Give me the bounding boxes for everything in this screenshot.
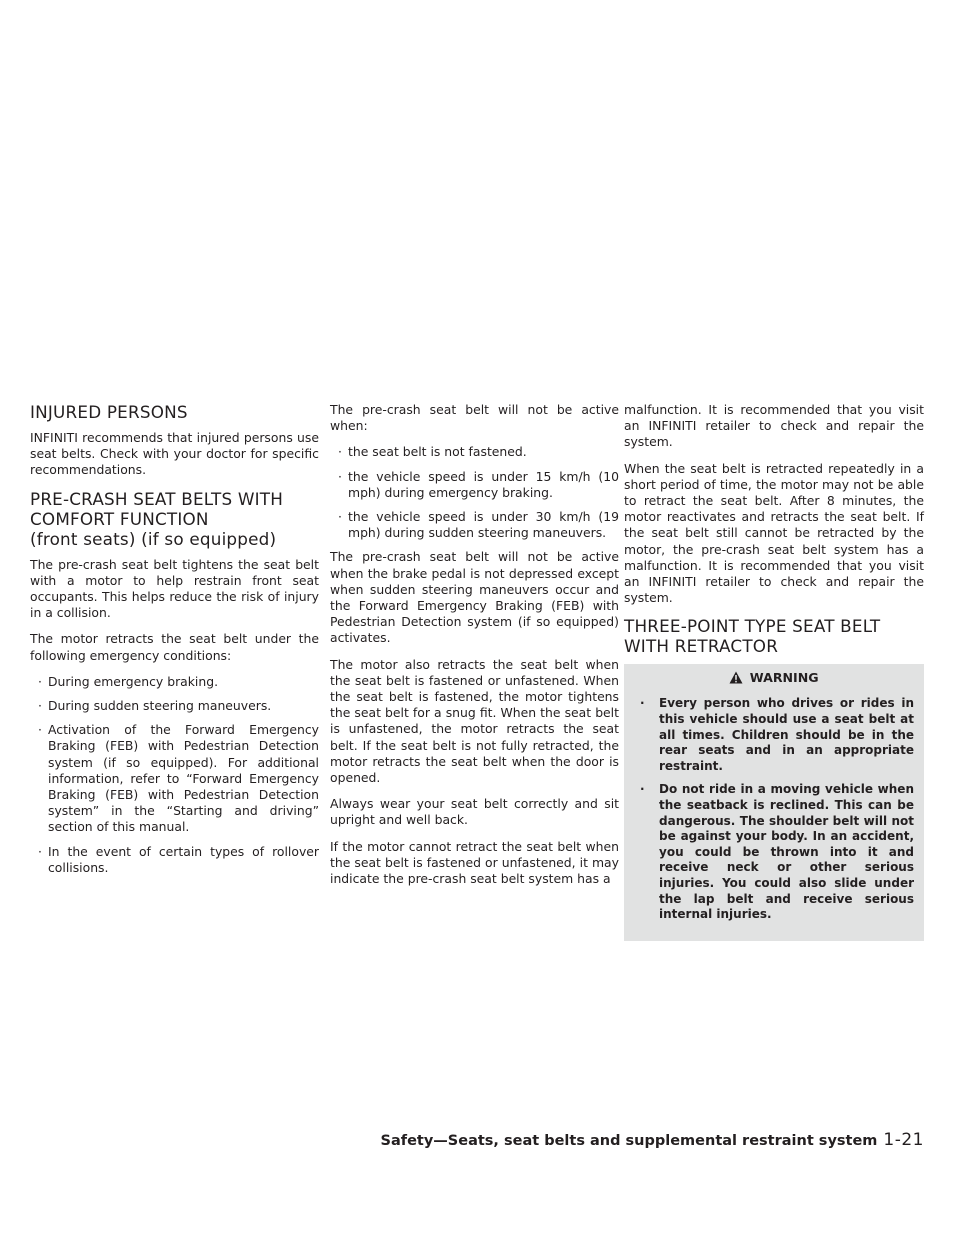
warning-title: WARNING [749, 670, 819, 686]
paragraph-retracted-repeatedly: When the seat belt is retracted repeatedly in a short period of time, the motor may not be able to retract the seat belt. After 8 minutes, the motor reactivates and retracts the seat belt. If the seat belt still cannot be retracted by the motor, the pre-crash seat belt system has a malfunction. It is recommended that you visit an INFINITI retailer to check and repair the system. [624, 460, 924, 606]
column-right [624, 402, 924, 941]
paragraph-not-active-when: The pre-crash seat belt will not be active when: [330, 402, 619, 434]
column-left [30, 402, 319, 884]
warning-box [624, 664, 924, 940]
warning-item: · Do not ride in a moving vehicle when the seatback is reclined. This can be dangerous. The shoulder belt will not be against your body. In an accident, you could be thrown into it and receive neck or other serious injuries. You could also slide under the lap belt and receive serious internal injuries. [634, 782, 914, 922]
paragraph-tightens: The pre-crash seat belt tightens the seat belt with a motor to help restrain front seat occupants. This helps reduce the risk of injury in a collision. [30, 556, 319, 621]
page-footer [381, 1130, 924, 1150]
paragraph-malfunction: malfunction. It is recommended that you visit an INFINITI retailer to check and repair the system. [624, 402, 924, 450]
heading-three-point-line-1: THREE-POINT TYPE SEAT BELT [624, 616, 881, 637]
paragraph-motor-retracts: The motor retracts the seat belt under the following emergency conditions: [30, 631, 319, 663]
heading-injured-persons: INJURED PERSONS [30, 402, 188, 422]
page-number: 1-21 [883, 1130, 924, 1150]
heading-pre-crash-line-2: COMFORT FUNCTION [30, 508, 209, 529]
list-item: · In the event of certain types of rollover collisions. [30, 844, 319, 876]
list-item: · the vehicle speed is under 15 km/h (10 mph) during emergency braking. [330, 469, 619, 501]
paragraph-cannot-retract: If the motor cannot retract the seat belt when the seat belt is fastened or unfastened, it may indicate the pre-crash seat belt system has a [330, 838, 619, 887]
paragraph-also-retracts: The motor also retracts the seat belt when the seat belt is fastened or unfastened. When the seat belt is fastened, the motor tightens the seat belt for a snug fit. When the seat belt is unfastened, the motor retracts the seat belt. If the seat belt is not fully retracted, the motor retracts the seat belt when the door is opened. [330, 656, 619, 786]
warning-header [624, 664, 924, 692]
list-item: · the vehicle speed is under 30 km/h (19 mph) during sudden steering maneuvers. [330, 509, 619, 541]
heading-pre-crash-line-1: PRE-CRASH SEAT BELTS WITH [30, 488, 284, 509]
heading-three-point-line-2: WITH RETRACTOR [624, 636, 779, 657]
list-item: · Activation of the Forward Emergency Braking (FEB) with Pedestrian Detection system (if so equipped). For additional information, refer to “Forward Emergency Braking (FEB) with Pedestrian Detection system” in the “Starting and driving” section of this manual. [30, 722, 319, 835]
list-item: · During emergency braking. [30, 674, 319, 690]
footer-section-title: Safety—Seats, seat belts and supplemental restraint system [380, 1133, 878, 1149]
paragraph-brake-pedal: The pre-crash seat belt will not be active when the brake pedal is not depressed except when sudden steering maneuvers occur and the Forward Emergency Braking (FEB) with Pedestrian Detection system (if so equipped) activates. [330, 549, 619, 646]
list-item: · During sudden steering maneuvers. [30, 698, 319, 714]
list-item: · the seat belt is not fastened. [330, 444, 619, 460]
column-middle [330, 402, 619, 897]
heading-pre-crash-line-3: (front seats) (if so equipped) [30, 528, 277, 549]
heading-three-point-seat-belt [624, 616, 924, 656]
heading-pre-crash-seat-belts [30, 489, 319, 549]
paragraph-always-wear: Always wear your seat belt correctly and sit upright and well back. [330, 796, 619, 828]
warning-item: · Every person who drives or rides in this vehicle should use a seat belt at all times. Children should be in the rear seats and in an appropriate restraint. [634, 696, 914, 774]
paragraph-injured-persons: INFINITI recommends that injured persons use seat belts. Check with your doctor for specific recommendations. [30, 430, 319, 478]
warning-list [624, 696, 924, 922]
not-active-list [330, 444, 619, 541]
warning-triangle-icon [729, 668, 743, 692]
emergency-conditions-list [30, 674, 319, 876]
